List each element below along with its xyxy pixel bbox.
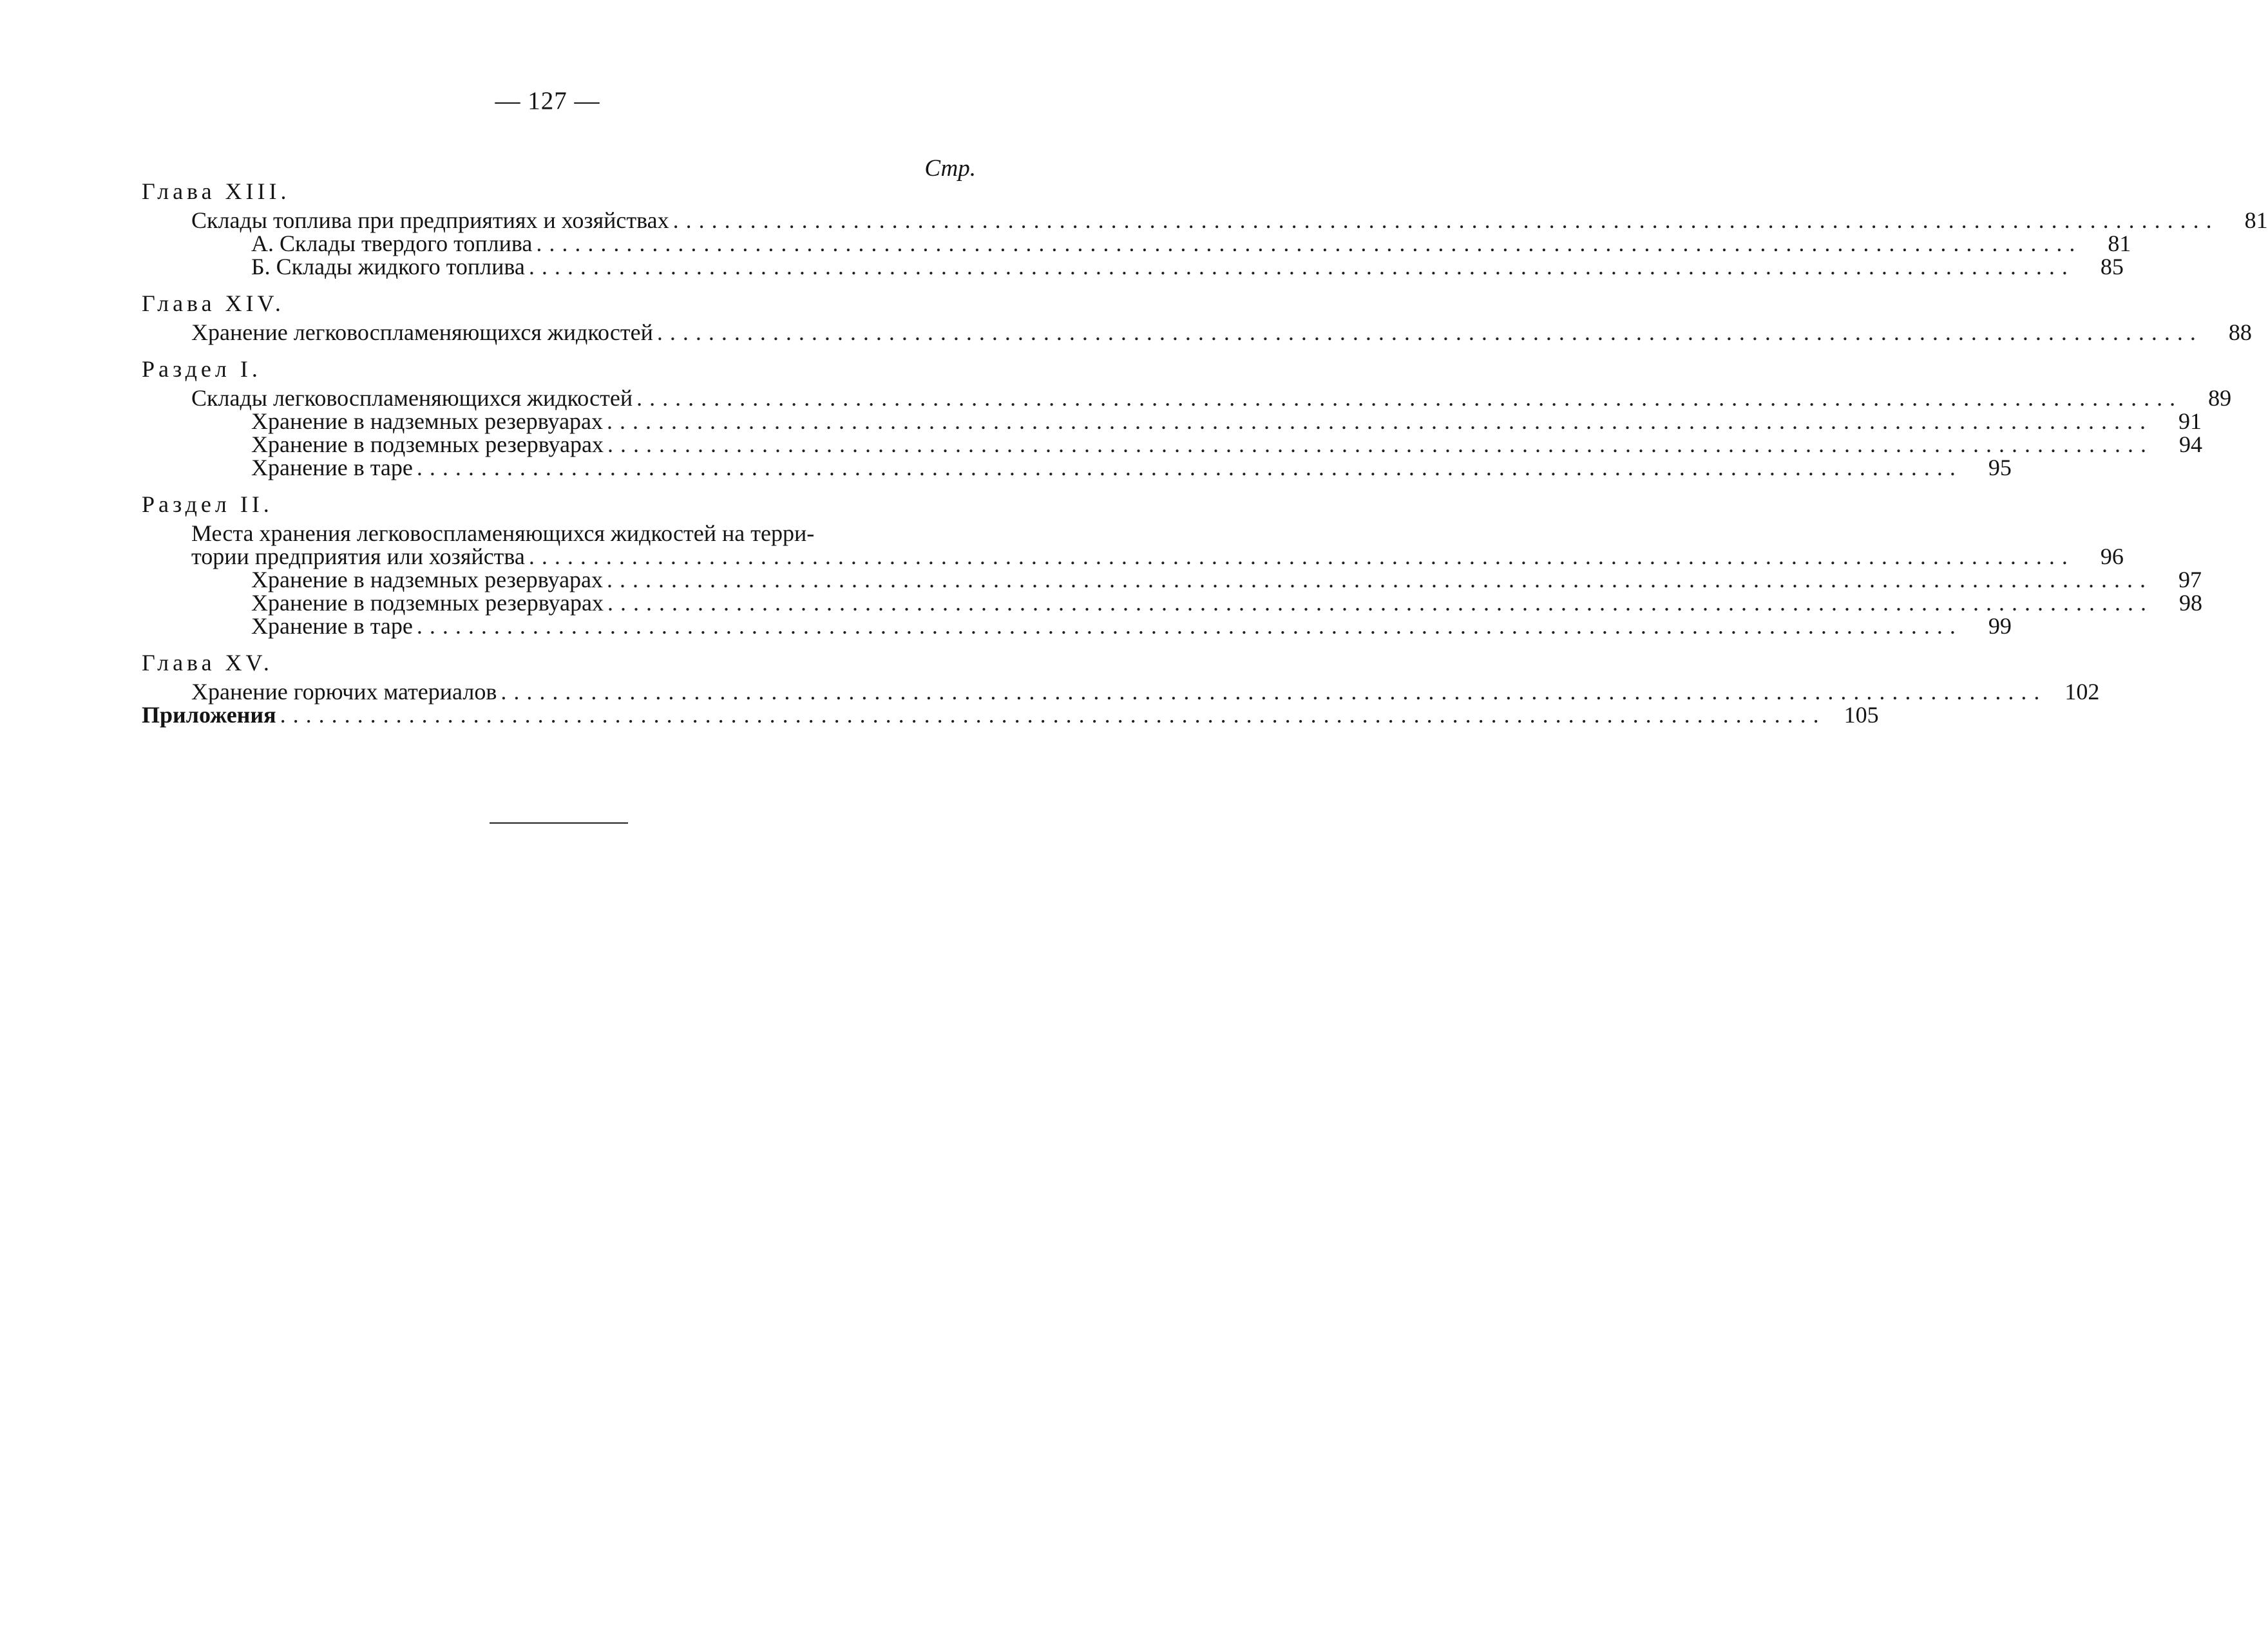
toc-entry-title: Склады топлива при предприятиях и хозяйствах [191, 207, 669, 233]
toc-entry-title: Хранение в надземных резервуарах [251, 408, 604, 434]
toc-entry[interactable] [142, 455, 2012, 480]
toc-entry-title: Б. Склады жидкого топлива [251, 254, 525, 279]
toc-entry[interactable] [142, 590, 2203, 616]
toc-entry-page: 81 [2244, 207, 2268, 233]
toc-entry[interactable] [142, 207, 2268, 233]
toc-entry-page: 102 [2064, 679, 2100, 705]
toc-entry-page: 88 [2228, 319, 2252, 345]
toc-entry-page: 81 [2108, 231, 2131, 256]
dot-leader: ........................................................................................................................ [607, 431, 2154, 457]
toc-entry-title-line: Места хранения легковоспламеняющихся жидкостей на терри- [191, 520, 815, 546]
dot-leader: ........................................................................................................................ [528, 544, 2075, 569]
toc-entry-title: Склады легковоспламеняющихся жидкостей [191, 385, 633, 411]
toc-entry[interactable] [142, 319, 2252, 345]
toc-heading: Раздел I. [142, 356, 262, 382]
page-number: — 127 — [495, 87, 600, 115]
toc-entry-page: 96 [2100, 544, 2124, 569]
table-of-contents [142, 174, 2268, 728]
toc-entry[interactable] [142, 544, 2124, 569]
toc-entry-page: 94 [2179, 431, 2203, 457]
toc-entry-title: Приложения [142, 702, 276, 728]
dot-leader: ........................................................................................................................ [672, 207, 2219, 233]
toc-entry-page: 99 [1988, 613, 2012, 639]
toc-entry-page: 85 [2100, 254, 2124, 279]
toc-entry-title: А. Склады твердого топлива [251, 231, 533, 256]
toc-entry[interactable] [142, 231, 2131, 256]
toc-entry[interactable] [142, 431, 2203, 457]
toc-entry-title: Хранение в таре [251, 455, 413, 480]
dot-leader: ........................................................................................................................ [528, 254, 2075, 279]
dot-leader: ........................................................................................................................ [607, 567, 2153, 592]
dot-leader: ........................................................................................................................ [416, 613, 1963, 639]
dot-leader: ........................................................................................................................ [416, 455, 1963, 480]
toc-entry-title: Хранение легковоспламеняющихся жидкостей [191, 319, 653, 345]
toc-entry[interactable] [142, 679, 2100, 705]
toc-entry[interactable] [142, 408, 2202, 434]
toc-entry-page: 95 [1988, 455, 2012, 480]
toc-entry-page: 91 [2178, 408, 2202, 434]
toc-heading: Раздел II. [142, 491, 273, 517]
toc-entry-page: 98 [2179, 590, 2203, 616]
toc-heading: Глава XIII. [142, 178, 291, 204]
toc-entry-page: 97 [2178, 567, 2202, 592]
toc-entry-title: Хранение горючих материалов [191, 679, 497, 705]
dot-leader: ........................................................................................................................ [607, 408, 2153, 434]
toc-entry-title: Хранение в подземных резервуарах [251, 431, 604, 457]
closing-rule [490, 822, 628, 824]
toc-entry-page: 105 [1844, 702, 1879, 728]
toc-entry-page: 89 [2208, 385, 2232, 411]
toc-entry[interactable] [142, 254, 2124, 279]
toc-entry-title: тории предприятия или хозяйства [191, 544, 525, 569]
toc-entry-title: Хранение в таре [251, 613, 413, 639]
dot-leader: ........................................................................................................................ [500, 679, 2047, 705]
dot-leader: ........................................................................................................................ [607, 590, 2154, 616]
dot-leader: ........................................................................................................................ [280, 702, 1826, 728]
toc-entry[interactable] [142, 613, 2012, 639]
dot-leader: ........................................................................................................................ [636, 385, 2183, 411]
dot-leader: ........................................................................................................................ [536, 231, 2082, 256]
toc-entry-title: Хранение в подземных резервуарах [251, 590, 604, 616]
toc-entry[interactable] [142, 567, 2202, 592]
dot-leader: ........................................................................................................................ [656, 319, 2203, 345]
toc-heading: Глава XV. [142, 650, 273, 676]
toc-entry[interactable] [142, 702, 1879, 728]
toc-entry[interactable] [142, 385, 2232, 411]
toc-heading: Глава XIV. [142, 290, 285, 316]
page-column-header: Стр. [924, 155, 976, 182]
toc-entry-title: Хранение в надземных резервуарах [251, 567, 604, 592]
